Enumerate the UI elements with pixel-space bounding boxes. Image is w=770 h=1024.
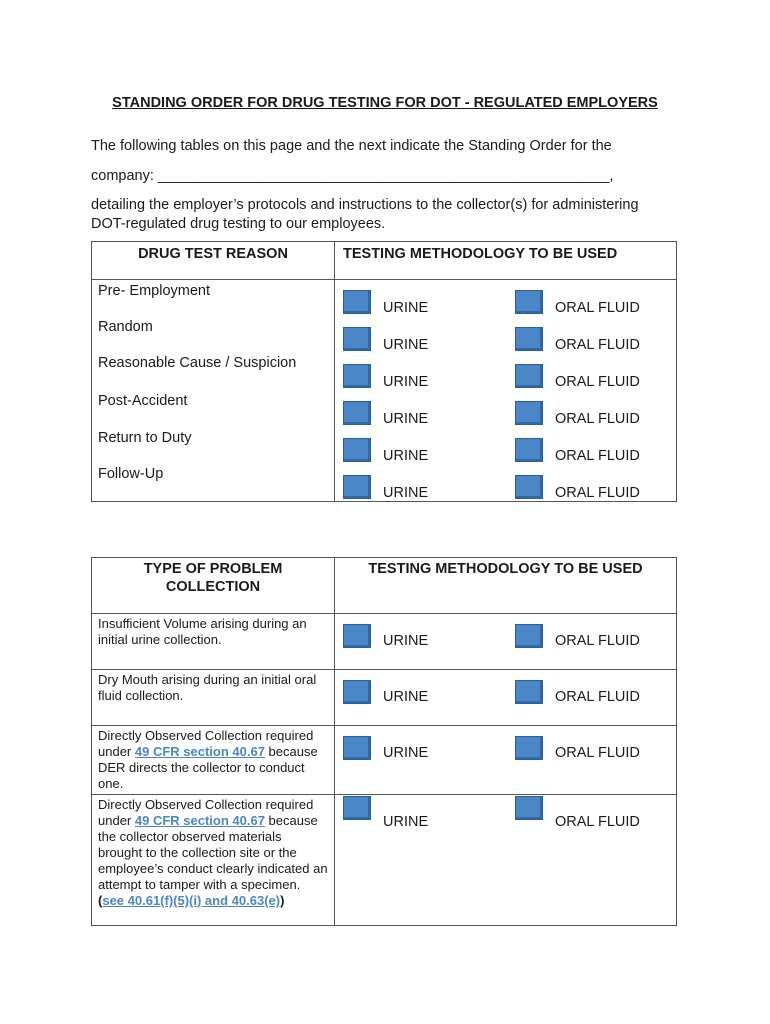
reason-post-accident: Post-Accident (98, 393, 188, 409)
urine-label: URINE (383, 814, 429, 830)
oral-fluid-checkbox-tamper[interactable] (515, 796, 543, 820)
methodology-cell-insufficient-volume (335, 614, 677, 670)
urine-checkbox-dry-mouth[interactable] (343, 680, 371, 704)
row3-text-b: because DER directs the collector to conduct one. (98, 744, 318, 791)
oral-fluid-label: ORAL FLUID (555, 689, 640, 705)
urine-label: URINE (383, 411, 429, 427)
problem-dry-mouth: Dry Mouth arising during an initial oral fluid collection. (92, 670, 335, 726)
oral-fluid-label: ORAL FLUID (555, 411, 640, 427)
paren-open: ( (98, 893, 103, 908)
methodology-header: TESTING METHODOLOGY TO BE USED (335, 242, 677, 280)
row4-text-b: because the collector observed materials brought to the collection site or the employee’s conduct clearly indicated an attempt to tamper with a specimen. (98, 813, 328, 892)
oral-fluid-label: ORAL FLUID (555, 814, 640, 830)
urine-checkbox-return-to-duty[interactable] (343, 438, 371, 462)
row3-text-a: Directly Observed Collection required under (98, 728, 314, 759)
reason-pre-employment: Pre- Employment (98, 283, 211, 299)
urine-label: URINE (383, 448, 429, 464)
oral-fluid-checkbox-pre-employment[interactable] (515, 290, 543, 314)
urine-label: URINE (383, 633, 429, 649)
reason-return-to-duty: Return to Duty (98, 430, 192, 446)
urine-checkbox-tamper[interactable] (343, 796, 371, 820)
problem-collector-observed-tamper (92, 795, 335, 926)
oral-fluid-checkbox-insufficient-volume[interactable] (515, 624, 543, 648)
paren-close: ) (280, 893, 285, 908)
reason-header: DRUG TEST REASON (92, 242, 335, 280)
urine-label: URINE (383, 337, 429, 353)
row4-text-a: Directly Observed Collection required under (98, 797, 314, 828)
reason-random: Random (98, 319, 153, 335)
oral-fluid-checkbox-follow-up[interactable] (515, 475, 543, 499)
problem-type-header (92, 558, 335, 614)
reason-reasonable-cause: Reasonable Cause / Suspicion (98, 355, 297, 371)
oral-fluid-checkbox-post-accident[interactable] (515, 401, 543, 425)
urine-checkbox-pre-employment[interactable] (343, 290, 371, 314)
intro-line-3: detailing the employer’s protocols and instructions to the collector(s) for administering (91, 197, 639, 213)
methodology-header-2: TESTING METHODOLOGY TO BE USED (335, 558, 677, 614)
oral-fluid-label: ORAL FLUID (555, 374, 640, 390)
oral-fluid-checkbox-dry-mouth[interactable] (515, 680, 543, 704)
oral-fluid-label: ORAL FLUID (555, 633, 640, 649)
urine-checkbox-follow-up[interactable] (343, 475, 371, 499)
problem-type-header-line2: COLLECTION (165, 579, 261, 595)
oral-fluid-label: ORAL FLUID (555, 300, 640, 316)
oral-fluid-checkbox-der-directed[interactable] (515, 736, 543, 760)
oral-fluid-label: ORAL FLUID (555, 337, 640, 353)
urine-checkbox-insufficient-volume[interactable] (343, 624, 371, 648)
see-40-61-link[interactable]: see 40.61(f)(5)(i) and 40.63(e) (102, 893, 281, 908)
oral-fluid-checkbox-reasonable-cause[interactable] (515, 364, 543, 388)
urine-label: URINE (383, 485, 429, 501)
methodology-cell-tamper (335, 795, 677, 926)
problem-type-header-line1: TYPE OF PROBLEM (143, 561, 283, 577)
urine-label: URINE (383, 300, 429, 316)
reason-follow-up: Follow-Up (98, 466, 164, 482)
problem-collection-table (91, 557, 677, 926)
reasons-cell (92, 280, 335, 502)
urine-checkbox-post-accident[interactable] (343, 401, 371, 425)
urine-label: URINE (383, 689, 429, 705)
urine-checkbox-random[interactable] (343, 327, 371, 351)
urine-label: URINE (383, 745, 429, 761)
oral-fluid-checkbox-random[interactable] (515, 327, 543, 351)
intro-line-4: DOT-regulated drug testing to our employees. (91, 216, 386, 232)
intro-line-2: company: ________________________________________________________, (91, 168, 614, 184)
oral-fluid-label: ORAL FLUID (555, 448, 640, 464)
methodology-cell (335, 280, 677, 502)
methodology-cell-der-directed (335, 726, 677, 795)
cfr-40-67-link-2[interactable]: 49 CFR section 40.67 (134, 813, 265, 828)
oral-fluid-label: ORAL FLUID (555, 745, 640, 761)
oral-fluid-label: ORAL FLUID (555, 485, 640, 501)
methodology-cell-dry-mouth (335, 670, 677, 726)
intro-line-1: The following tables on this page and the next indicate the Standing Order for the (91, 138, 612, 154)
drug-test-reason-table (91, 241, 677, 502)
urine-label: URINE (383, 374, 429, 390)
urine-checkbox-der-directed[interactable] (343, 736, 371, 760)
oral-fluid-checkbox-return-to-duty[interactable] (515, 438, 543, 462)
problem-der-directed-observed (92, 726, 335, 795)
cfr-40-67-link[interactable]: 49 CFR section 40.67 (134, 744, 265, 759)
document-title: STANDING ORDER FOR DRUG TESTING FOR DOT - REGULATED EMPLOYERS (112, 95, 658, 111)
urine-checkbox-reasonable-cause[interactable] (343, 364, 371, 388)
problem-insufficient-volume: Insufficient Volume arising during an initial urine collection. (92, 614, 335, 670)
